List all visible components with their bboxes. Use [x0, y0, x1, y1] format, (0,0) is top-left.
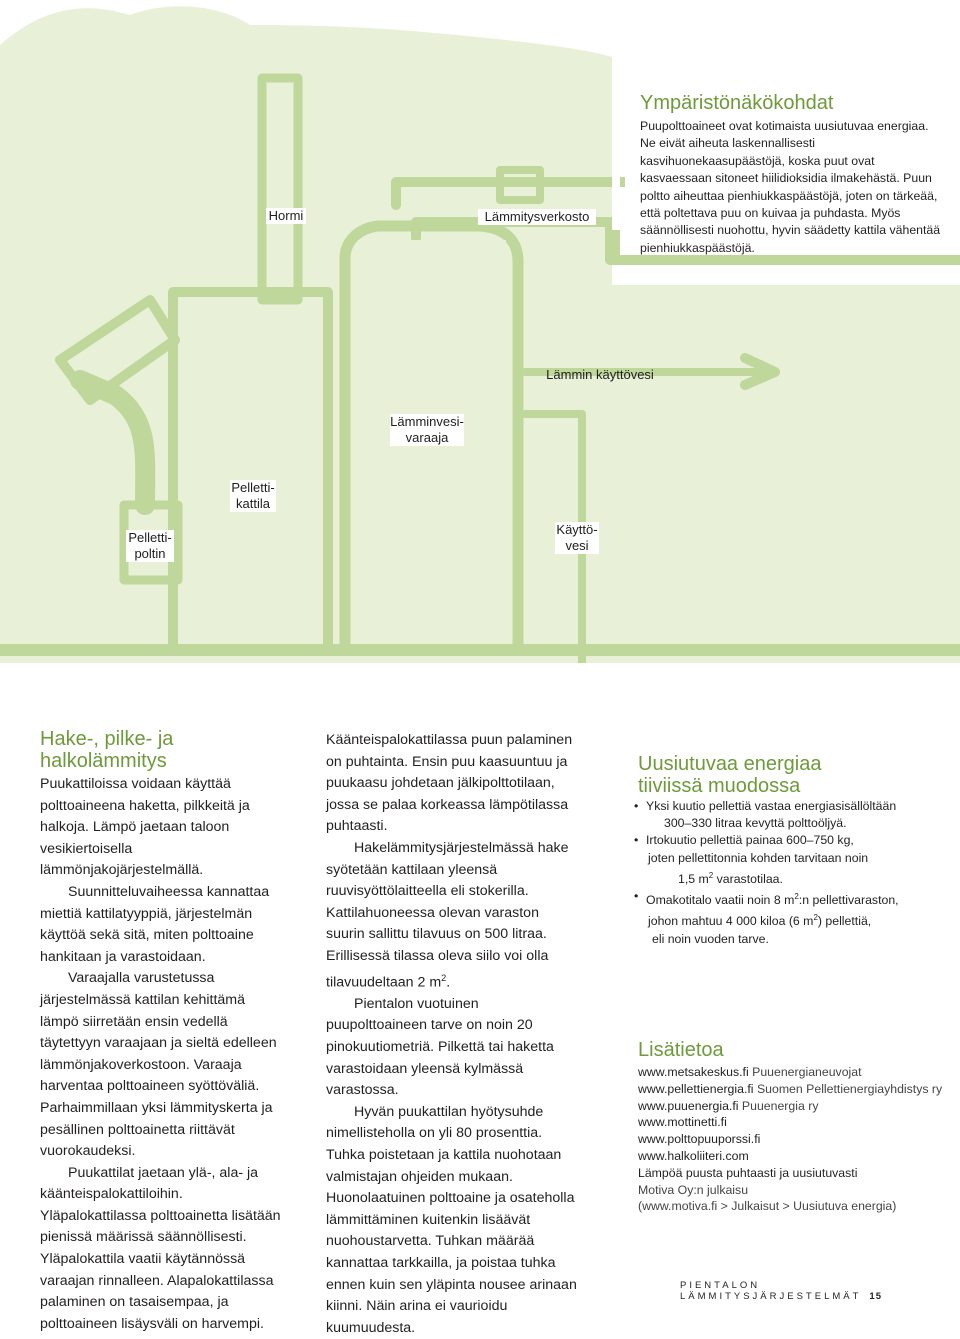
label-lammitysverkosto: Lämmitysverkosto: [478, 209, 596, 225]
superscript: 2: [813, 913, 818, 923]
text-run: johon mahtuu 4 000 kiloa (6 m: [648, 914, 814, 929]
text-run: Yksi kuutio pellettiä vastaa energiasisällöltään: [646, 799, 897, 813]
link-metsakeskus[interactable]: www.metsakeskus.fi: [638, 1065, 749, 1079]
more-info-title: Lisätietoa: [638, 1039, 724, 1061]
text-run: .: [446, 974, 451, 991]
text-run: ) pellettiä,: [817, 914, 872, 929]
label-part: Pelletti-: [231, 480, 275, 495]
label-part: varaaja: [405, 430, 449, 445]
label-part: Pelletti-: [128, 530, 172, 545]
link-row: [638, 1098, 938, 1115]
publication-publisher: Motiva Oy:n julkaisu: [638, 1182, 749, 1197]
label-part: poltin: [134, 546, 166, 561]
label-pellettipoltin: [126, 530, 174, 562]
title-line: Uusiutuvaa energiaa: [638, 753, 822, 775]
label-part: kattila: [236, 496, 270, 511]
title-line: tiiviissä muodossa: [638, 775, 801, 797]
superscript: 2: [794, 892, 799, 902]
left-column: [40, 728, 285, 1335]
link-mottinetti[interactable]: www.mottinetti.fi: [638, 1115, 727, 1130]
text-run: Omakotitalo vaatii noin 8 m: [646, 893, 795, 908]
page-footer: [680, 1280, 960, 1302]
publication-path: (www.motiva.fi > Julkaisut > Uusiutuva energia): [638, 1199, 897, 1214]
text-run: eli noin vuoden tarve.: [652, 931, 769, 946]
list-item: [630, 798, 930, 832]
label-hormi: Hormi: [266, 208, 306, 224]
link-polttopuuporssi[interactable]: www.polttopuuporssi.fi: [638, 1132, 761, 1147]
section-heading: [40, 728, 285, 772]
label-kayttovesi: [555, 522, 599, 554]
more-info-links: [638, 1064, 943, 1215]
text-run: [646, 909, 930, 930]
text-run: varastotilaa.: [713, 871, 783, 886]
link-row: [638, 1064, 938, 1081]
link-note: Puuenergia ry: [741, 1098, 819, 1113]
text-run: [646, 893, 899, 907]
text-run: [646, 867, 930, 888]
link-pellettienergia[interactable]: www.pellettienergia.fi: [638, 1081, 754, 1096]
label-lammin-kayttovesi: Lämmin käyttövesi: [546, 367, 654, 382]
superscript: 2: [708, 870, 714, 880]
paragraph: Hyvän puukattilan hyötysuhde nimellisteholla on yli 80 prosenttia. Tuhka poistetaan ja kattila nuohotaan valmistajan ohjeiden mukaan. Huonolaatuinen polttoaine ja osateholla lämmittäminen kuitenkin lisäävät nuohoustarvetta. Tuhkan määrää kannattaa tarkkailla, ja poistaa tuhka ennen kuin sen yläpinta nousee arinaan kiinni. Näin arina ei vaurioidu kuumuudesta.: [326, 1103, 577, 1336]
label-part: Käyttö-: [556, 522, 598, 537]
link-row: [638, 1081, 943, 1098]
paragraph: Suunnitteluvaiheessa kannattaa miettiä kattilatyyppiä, järjestelmän käyttöä sekä sitä, miten polttoaine hankitaan ja varastoidaan.: [40, 883, 270, 965]
heading-line: halkolämmitys: [40, 750, 167, 772]
renewable-title: [638, 753, 821, 797]
environment-body: Puupolttoaineet ovat kotimaista uusiutuvaa energiaa. Ne eivät aiheuta laskennallisesti kasvihuonekaasupäästöjä, koska puut ovat kasvaessaan sitoneet hiilidioksidia ilmakehästä. Puun poltto aiheuttaa pienhiukkaspäästöjä, joten on tärkeää, että poltettava puu on kuivaa ja puhdasta. Myös säännöllisesti nuohottu, hyvin säädetty kattila vähentää pienhiukkaspäästöjä.: [640, 119, 941, 255]
paragraph: Puukattiloissa voidaan käyttää polttoaineena haketta, pilkkeitä ja halkoja. Lämpö jaetaan taloon vesikiertoisella lämmönjakojärjestelmällä.: [40, 776, 250, 879]
middle-column: [326, 730, 578, 1339]
renewable-list: [630, 798, 930, 948]
paragraph: [326, 838, 578, 994]
paragraph: Pientalon vuotuinen puupolttoaineen tarve on noin 20 pinokuutiometriä. Pilkettä tai haketta varastoidaan yleensä kylmässä varastossa.: [326, 995, 554, 1099]
footer-section: PIENTALON LÄMMITYSJÄRJESTELMÄT: [680, 1280, 862, 1302]
publication-title: Lämpöä puusta puhtaasti ja uusiutuvasti: [638, 1165, 858, 1180]
paragraph: Varaajalla varustetussa järjestelmässä kattilan kehittämä lämpö siirretään ensin vedellä täytettyyn varaajaan ja sieltä edelleen lämmönjakoverkostoon. Varaaja harventaa polttoaineen syöttöväliä. Parhaimmillaan yksi lämmityskerta ja pesällinen polttoainetta riittävät vuorokaudeksi.: [40, 970, 277, 1160]
environment-title: Ympäristönäkökohdat: [640, 92, 834, 114]
text-run: joten pellettitonnia kohden tarvitaan noin: [648, 850, 869, 865]
text-run: Hakelämmitysjärjestelmässä hake syötetään kattilaan yleensä ruuvisyöttölaitteella eli stokerilla. Kattilahuoneessa olevan varaston suurin sallittu tilavuus on 500 litraa. Erillisessä tilassa oleva siilo voi olla tilavuudeltaan 2 m: [326, 839, 569, 991]
label-part: vesi: [565, 538, 589, 553]
superscript: 2: [441, 972, 447, 983]
paragraph: Käänteispalokattilassa puun palaminen on puhtainta. Ensin puu kaasuuntuu ja puukaasu johdetaan jälkipolttotilaan, jossa se palaa korkeassa lämpötilassa puhtaasti.: [326, 732, 573, 835]
text-run: Irtokuutio pellettiä painaa 600–750 kg,: [646, 833, 854, 848]
label-lamminvesivaraaja: [390, 414, 464, 446]
link-note: Puuenergianeuvojat: [752, 1065, 862, 1079]
list-item: [630, 832, 930, 888]
text-run: 300–330 litraa kevyttä polttoöljyä.: [664, 816, 847, 831]
heading-line: Hake-, pilke- ja: [40, 728, 174, 750]
label-pellettikattila: [230, 480, 276, 512]
link-note: Suomen Pellettienergiayhdistys ry: [756, 1081, 943, 1096]
page-number: 15: [869, 1291, 882, 1302]
paragraph: Puukattilat jaetaan ylä-, ala- ja käänteispalokattiloihin. Yläpalokattilassa polttoainetta lisätään pienissä määrissä säännöllisesti. Yläpalokattila vaatii käytännössä varaajan rinnalleen. Alapalokattilassa palaminen on tasaisempaa, ja polttoaineen lisäysväli on harvempi.: [40, 1164, 281, 1332]
list-item: [630, 888, 930, 948]
link-halkoliiteri[interactable]: www.halkoliiteri.com: [638, 1148, 749, 1163]
link-puuenergia[interactable]: www.puuenergia.fi: [638, 1098, 739, 1113]
label-part: Lämminvesi-: [390, 414, 464, 429]
text-run: 1,5 m: [678, 871, 709, 886]
text-run: :n pellettivaraston,: [798, 893, 899, 908]
